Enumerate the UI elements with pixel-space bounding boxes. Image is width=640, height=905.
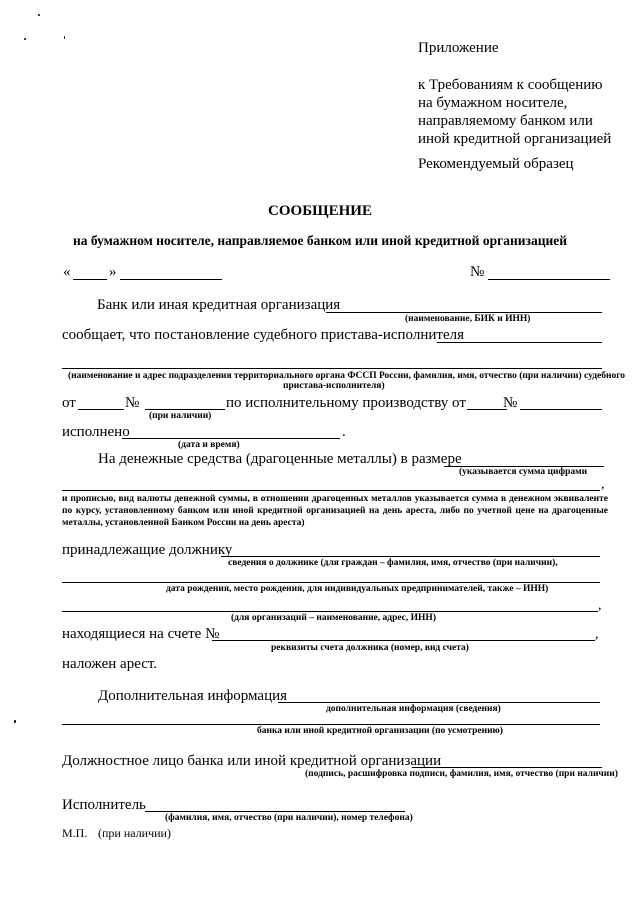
account-caption: реквизиты счета должника (номер, вид счета) xyxy=(271,643,469,653)
debtor-details-field[interactable] xyxy=(62,582,600,583)
date-day-field[interactable] xyxy=(73,279,107,280)
debtor-comma: , xyxy=(598,598,602,613)
scan-speck xyxy=(24,38,26,40)
bank-caption: (наименование, БИК и ИНН) xyxy=(405,314,531,324)
debtor-caption: сведения о должнике (для граждан – фамилия, имя, отчество (при наличии), xyxy=(228,558,558,568)
account-comma: , xyxy=(595,627,599,642)
proceedings-label: по исполнительному производству от xyxy=(226,395,466,411)
date-month-year-field[interactable] xyxy=(120,279,222,280)
from-label: от xyxy=(62,395,76,411)
message-number-field[interactable] xyxy=(488,279,610,280)
proceedings-date-field[interactable] xyxy=(467,409,507,410)
executed-caption: (дата и время) xyxy=(178,440,240,450)
proceedings-number-sign: № xyxy=(503,395,518,411)
debtor-organization-field[interactable] xyxy=(62,611,598,612)
recommended-sample: Рекомендуемый образец xyxy=(418,156,574,172)
official-label: Должностное лицо банка или иной кредитной организации xyxy=(62,753,442,769)
extra-info-caption: банка или иной кредитной организации (по усмотрению) xyxy=(257,726,503,736)
date-open-quote: « xyxy=(63,264,71,280)
document-subtitle: на бумажном носителе, направляемое банком или иной кредитной организацией xyxy=(72,233,568,248)
account-label: находящиеся на счете № xyxy=(62,626,220,642)
scan-speck xyxy=(14,720,16,723)
debtor-label: принадлежащие должнику xyxy=(62,542,233,558)
funds-note: и прописью, вид валюты денежной суммы, в отношении драгоценных металлов указывается сумма в денежном эквиваленте по курсу, установленному банком или иной кредитной организацией на день ареста, либо по учетной цене на драгоценные металлы, установленной Банком России на день ареста) xyxy=(62,494,608,528)
funds-comma: , xyxy=(601,477,605,492)
appendix-title: Приложение xyxy=(418,40,499,56)
decision-number-field[interactable] xyxy=(145,409,225,410)
bank-field[interactable] xyxy=(326,312,602,313)
funds-amount-words-field[interactable] xyxy=(62,490,600,491)
decision-number-sign: № xyxy=(125,395,140,411)
account-field[interactable] xyxy=(212,640,595,641)
funds-caption: (указывается сумма цифрами xyxy=(459,467,588,477)
debtor-field[interactable] xyxy=(221,556,600,557)
bank-label: Банк или иная кредитная организация xyxy=(97,297,341,313)
decision-number-caption: (при наличии) xyxy=(149,411,212,421)
bailiff-decision-field[interactable] xyxy=(437,342,602,343)
executor-field[interactable] xyxy=(145,811,405,812)
executed-period: . xyxy=(342,424,346,440)
official-caption: (подпись, расшифровка подписи, фамилия, имя, отчество (при наличии) xyxy=(305,769,618,779)
fssp-caption: пристава-исполнителя) xyxy=(283,381,385,391)
document-title: СООБЩЕНИЕ xyxy=(268,203,372,219)
official-signature-field[interactable] xyxy=(412,767,602,768)
fssp-caption: (наименование и адрес подразделения территориального органа ФССП России, фамилия, имя, отчество (при наличии) судебного xyxy=(68,371,626,381)
executed-label: исполнено xyxy=(62,424,130,440)
debtor-caption: (для организаций – наименование, адрес, ИНН) xyxy=(231,613,436,623)
appendix-line: к Требованиям к сообщению xyxy=(418,77,603,93)
scan-speck xyxy=(64,36,65,39)
executor-label: Исполнитель xyxy=(62,797,146,813)
extra-info-field-2[interactable] xyxy=(62,724,600,725)
extra-info-caption: дополнительная информация (сведения) xyxy=(326,704,501,714)
appendix-line: иной кредитной организацией xyxy=(418,131,612,147)
debtor-caption: дата рождения, место рождения, для индивидуальных предпринимателей, также – ИНН) xyxy=(166,584,549,594)
appendix-line: направляемому банком или xyxy=(418,113,593,129)
date-close-quote: » xyxy=(109,264,117,280)
funds-label: На денежные средства (драгоценные металлы) в размере xyxy=(98,451,462,467)
decision-date-field[interactable] xyxy=(78,409,124,410)
message-number-sign: № xyxy=(470,264,485,280)
fssp-unit-field[interactable] xyxy=(62,368,602,369)
appendix-line: на бумажном носителе, xyxy=(418,95,568,111)
extra-info-label: Дополнительная информация xyxy=(98,688,288,704)
reports-label: сообщает, что постановление судебного пристава-исполнителя xyxy=(62,327,464,343)
scan-speck xyxy=(38,14,40,16)
arrest-label: наложен арест. xyxy=(62,656,158,672)
extra-info-field[interactable] xyxy=(278,702,600,703)
executed-datetime-field[interactable] xyxy=(122,438,340,439)
proceedings-number-field[interactable] xyxy=(520,409,602,410)
stamp-note: (при наличии) xyxy=(98,826,171,840)
executor-caption: (фамилия, имя, отчество (при наличии), номер телефона) xyxy=(165,813,413,823)
stamp-label: М.П. xyxy=(62,826,88,840)
